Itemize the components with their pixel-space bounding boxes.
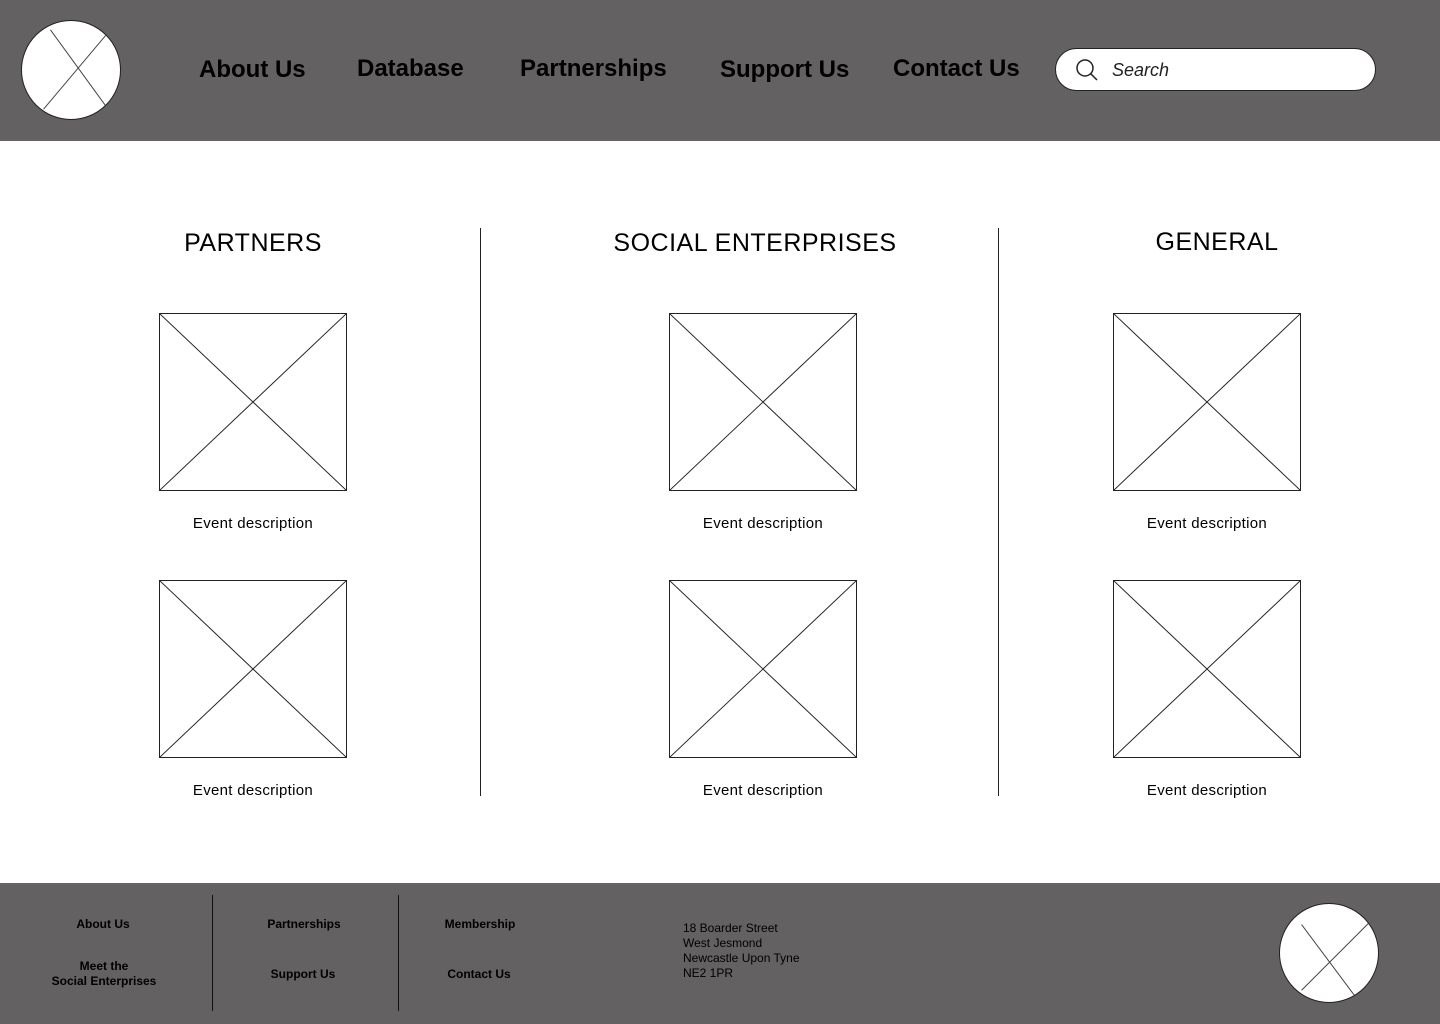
footer-address bbox=[683, 921, 800, 981]
event-description: Event description bbox=[702, 515, 824, 532]
footer-link-meet-line2: Social Enterprises bbox=[51, 974, 157, 988]
address-line: NE2 1PR bbox=[683, 966, 734, 980]
footer-logo-placeholder-icon[interactable] bbox=[1279, 903, 1379, 1003]
footer-link-meet-social-enterprises[interactable] bbox=[40, 959, 168, 989]
nav-support-us[interactable]: Support Us bbox=[720, 56, 850, 83]
search-icon bbox=[1075, 58, 1099, 82]
column-divider bbox=[480, 228, 481, 796]
footer-link-contact-us[interactable]: Contact Us bbox=[447, 967, 511, 981]
address-line: Newcastle Upon Tyne bbox=[683, 951, 800, 965]
event-description: Event description bbox=[192, 515, 314, 532]
event-image-placeholder[interactable] bbox=[1113, 580, 1301, 758]
site-header bbox=[0, 0, 1440, 141]
event-description: Event description bbox=[1146, 782, 1268, 799]
event-image-placeholder[interactable] bbox=[669, 580, 857, 758]
column-title-social-enterprises: SOCIAL ENTERPRISES bbox=[613, 229, 897, 257]
event-image-placeholder[interactable] bbox=[1113, 313, 1301, 491]
event-image-placeholder[interactable] bbox=[159, 313, 347, 491]
site-footer bbox=[0, 883, 1440, 1024]
event-description: Event description bbox=[192, 782, 314, 799]
footer-link-support-us[interactable]: Support Us bbox=[270, 967, 336, 981]
search-input[interactable] bbox=[1112, 55, 1362, 85]
event-description: Event description bbox=[702, 782, 824, 799]
event-image-placeholder[interactable] bbox=[669, 313, 857, 491]
event-image-placeholder[interactable] bbox=[159, 580, 347, 758]
nav-about-us[interactable]: About Us bbox=[199, 56, 306, 83]
footer-divider bbox=[398, 895, 399, 1011]
column-title-general: GENERAL bbox=[1155, 228, 1279, 256]
footer-link-meet-line1: Meet the bbox=[79, 959, 129, 973]
footer-divider bbox=[212, 895, 213, 1011]
address-line: 18 Boarder Street bbox=[683, 921, 778, 935]
footer-link-about-us[interactable]: About Us bbox=[76, 917, 130, 931]
nav-partnerships[interactable]: Partnerships bbox=[520, 55, 667, 82]
column-title-partners: PARTNERS bbox=[184, 229, 322, 257]
address-line: West Jesmond bbox=[683, 936, 763, 950]
nav-database[interactable]: Database bbox=[357, 55, 464, 82]
nav-contact-us[interactable]: Contact Us bbox=[893, 55, 1020, 82]
search-box[interactable] bbox=[1055, 48, 1376, 91]
footer-link-membership[interactable]: Membership bbox=[444, 917, 516, 931]
logo-placeholder-icon[interactable] bbox=[21, 20, 121, 120]
footer-link-partnerships[interactable]: Partnerships bbox=[267, 917, 341, 931]
column-divider bbox=[998, 228, 999, 796]
event-description: Event description bbox=[1146, 515, 1268, 532]
